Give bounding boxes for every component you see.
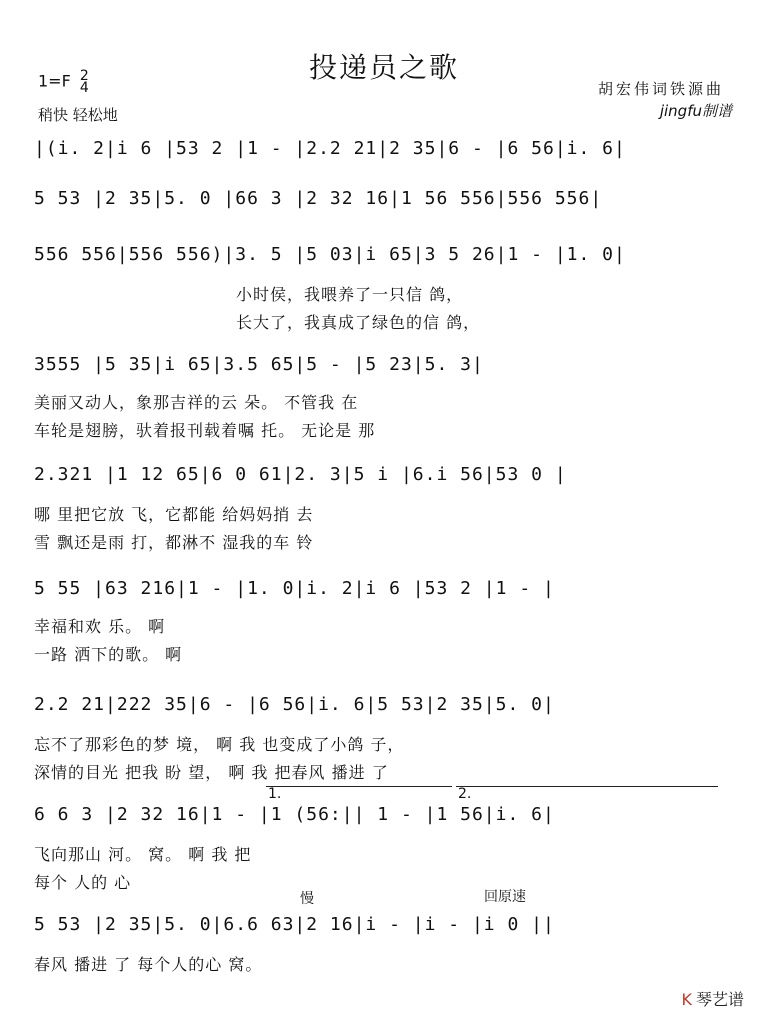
watermark (681, 987, 744, 1010)
time-top: 2 (79, 68, 89, 84)
score-system-9: 5 53 |2 35|5. 0|6.6 63|2 16|i - |i - |i 0 || (34, 914, 555, 935)
lyric-line: 春风 播进 了 每个人的心 窝。 (34, 955, 263, 974)
credits: 胡宏伟词铁源曲 (597, 80, 724, 98)
tempo-return-marking: 回原速 (484, 889, 526, 905)
lyric-line: 一路 洒下的歌。 啊 (34, 645, 183, 664)
volta-2-bracket (456, 786, 718, 787)
score-system-3: 556 556|556 556)|3. 5 |5 03|i 65|3 5 26|1 - |1. 0| (34, 244, 626, 265)
score-system-6: 5 55 |63 216|1 - |1. 0|i. 2|i 6 |53 2 |1 - | (34, 578, 555, 599)
watermark-logo: K (681, 990, 692, 1009)
volta-1-bracket (266, 786, 452, 787)
score-system-5: 2.321 |1 12 65|6 0 61|2. 3|5 i |6.i 56|53 0 | (34, 464, 567, 485)
lyric-line: 飞向那山 河。 窝。 啊 我 把 (34, 845, 252, 864)
time-bottom: 4 (79, 80, 89, 96)
lyric-line: 深情的目光 把我 盼 望， 啊 我 把春风 播进 了 (34, 763, 389, 782)
lyric-line: 哪 里把它放 飞，它都能 给妈妈捎 去 (34, 505, 314, 524)
volta-2-label: 2. (458, 786, 472, 802)
lyric-line: 幸福和欢 乐。 啊 (34, 617, 166, 636)
score-system-7: 2.2 21|222 35|6 - |6 56|i. 6|5 53|2 35|5. 0| (34, 694, 555, 715)
lyric-line: 忘不了那彩色的梦 境， 啊 我 也变成了小鸽 子， (34, 735, 405, 754)
score-system-2: 5 53 |2 35|5. 0 |66 3 |2 32 16|1 56 556|556 556| (34, 188, 603, 209)
lyric-line: 长大了，我真成了绿色的信 鸽， (236, 313, 481, 332)
lyric-line: 每个 人的 心 (34, 873, 132, 892)
tempo-slow-marking: 慢 (300, 891, 314, 907)
lyric-line: 雪 飘还是雨 打，都淋不 湿我的车 铃 (34, 533, 314, 552)
lyric-line: 小时侯，我喂养了一只信 鸽， (236, 285, 464, 304)
key-signature (38, 70, 89, 94)
watermark-text: 琴艺谱 (695, 990, 744, 1009)
lyric-line: 美丽又动人，象那吉祥的云 朵。 不管我 在 (34, 393, 359, 412)
tempo-marking: 稍快 轻松地 (38, 106, 118, 124)
key-label: 1=F (38, 71, 71, 91)
arranger: jingfu制谱 (659, 102, 732, 120)
time-signature (80, 70, 89, 94)
score-system-8: 6 6 3 |2 32 16|1 - |1 (56:|| 1 - |1 56|i. 6| (34, 804, 555, 825)
lyric-line: 车轮是翅膀，驮着报刊载着嘱 托。 无论是 那 (34, 421, 376, 440)
score-system-4: 3555 |5 35|i 65|3.5 65|5 - |5 23|5. 3| (34, 354, 484, 375)
page-title: 投递员之歌 (308, 51, 459, 84)
score-system-1: |(i. 2|i 6 |53 2 |1 - |2.2 21|2 35|6 - |6 56|i. 6| (34, 138, 626, 159)
volta-1-label: 1. (268, 786, 282, 802)
